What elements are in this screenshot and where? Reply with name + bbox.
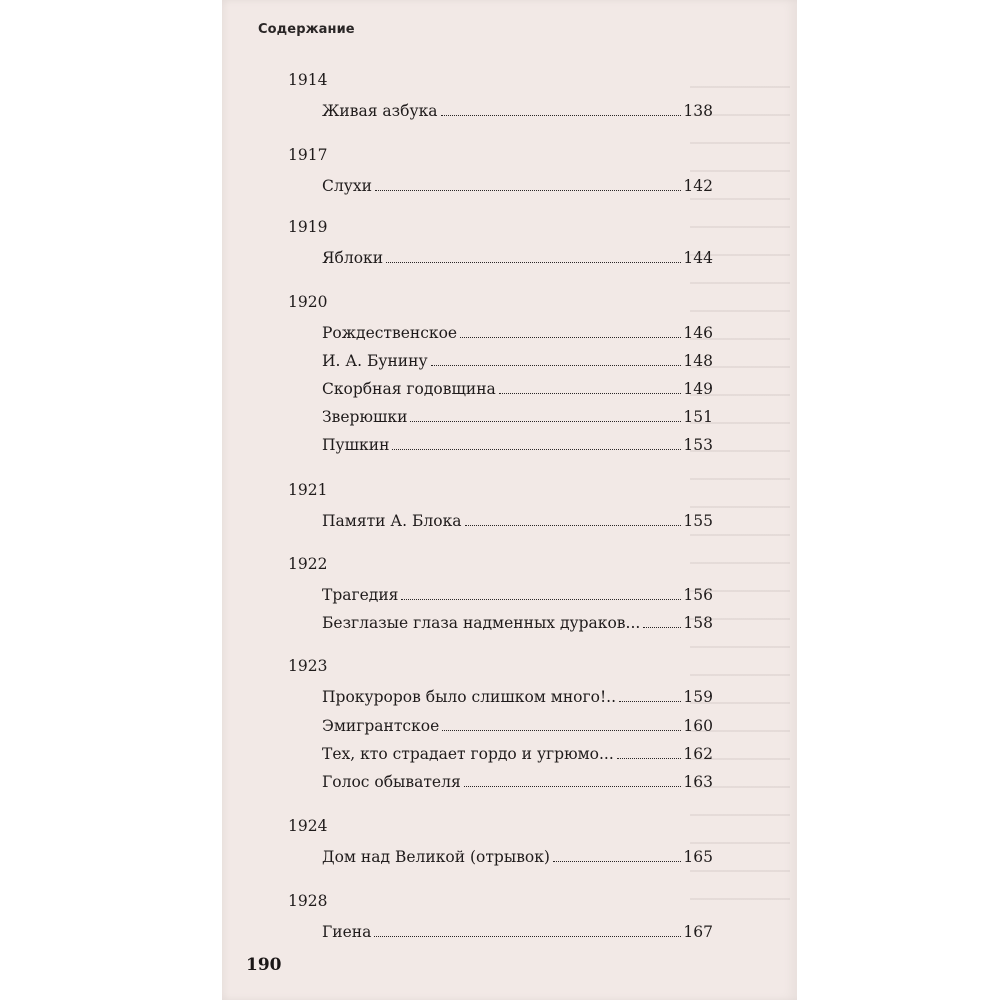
toc-entry[interactable] <box>322 407 713 427</box>
leader-dots <box>617 758 682 759</box>
leader-dots <box>392 449 681 450</box>
leader-dots <box>499 393 682 394</box>
toc-year: 1924 <box>288 817 328 835</box>
leader-dots <box>643 627 681 628</box>
toc-entry-title: Прокуроров было слишком много!.. <box>322 688 617 706</box>
toc-entry[interactable] <box>322 847 713 867</box>
toc-entry[interactable] <box>322 101 713 121</box>
toc-year: 1920 <box>288 293 328 311</box>
leader-dots <box>374 936 681 937</box>
toc-entry-title: Слухи <box>322 177 372 195</box>
toc-entry[interactable] <box>322 323 713 343</box>
toc-entry-page: 160 <box>683 717 713 735</box>
toc-year: 1919 <box>288 218 328 236</box>
toc-entry[interactable] <box>322 248 713 268</box>
toc-entry-page: 165 <box>683 848 713 866</box>
toc-entry-page: 153 <box>683 436 713 454</box>
toc-year: 1922 <box>288 555 328 573</box>
toc-entry-page: 167 <box>683 923 713 941</box>
leader-dots <box>553 861 681 862</box>
toc-entry-title: Эмигрантское <box>322 717 440 735</box>
toc-entry-title: Скорбная годовщина <box>322 380 496 398</box>
toc-entry-title: Рождественское <box>322 324 458 342</box>
toc-year: 1917 <box>288 146 328 164</box>
toc-entry[interactable] <box>322 435 713 455</box>
toc-year: 1928 <box>288 892 328 910</box>
toc-entry[interactable] <box>322 744 713 764</box>
toc-entry-page: 158 <box>683 614 713 632</box>
toc-year: 1914 <box>288 71 328 89</box>
toc-entry-title: Тех, кто страдает гордо и угрюмо... <box>322 745 614 763</box>
page-number: 190 <box>246 955 282 975</box>
toc-entry-title: Трагедия <box>322 586 399 604</box>
toc-entry-page: 149 <box>683 380 713 398</box>
toc-entry[interactable] <box>322 176 713 196</box>
toc-year: 1923 <box>288 657 328 675</box>
toc-entry-title: Гиена <box>322 923 372 941</box>
toc-entry-page: 144 <box>683 249 713 267</box>
toc-year: 1921 <box>288 481 328 499</box>
leader-dots <box>375 190 682 191</box>
toc-entry-page: 142 <box>683 177 713 195</box>
toc-entry[interactable] <box>322 922 713 942</box>
toc-entry[interactable] <box>322 351 713 371</box>
leader-dots <box>442 730 681 731</box>
leader-dots <box>465 525 682 526</box>
toc-entry-page: 148 <box>683 352 713 370</box>
toc-entry-page: 151 <box>683 408 713 426</box>
toc-entry-page: 146 <box>683 324 713 342</box>
toc-entry-title: Живая азбука <box>322 102 438 120</box>
toc-entry-title: И. А. Бунину <box>322 352 428 370</box>
toc-entry-title: Памяти А. Блока <box>322 512 462 530</box>
toc-entry-page: 138 <box>683 102 713 120</box>
toc-entry[interactable] <box>322 716 713 736</box>
leader-dots <box>410 421 681 422</box>
toc-entry[interactable] <box>322 613 713 633</box>
toc-entry-title: Зверюшки <box>322 408 408 426</box>
leader-dots <box>619 701 681 702</box>
toc-entry-title: Яблоки <box>322 249 384 267</box>
toc-entry-page: 159 <box>683 688 713 706</box>
toc-entry[interactable] <box>322 379 713 399</box>
toc-entry[interactable] <box>322 687 713 707</box>
toc-entry-page: 163 <box>683 773 713 791</box>
toc-entry-page: 162 <box>683 745 713 763</box>
toc-entry[interactable] <box>322 772 713 792</box>
toc-entry-title: Безглазые глаза надменных дураков... <box>322 614 641 632</box>
toc-entry[interactable] <box>322 511 713 531</box>
leader-dots <box>431 365 682 366</box>
toc-entry-title: Пушкин <box>322 436 390 454</box>
toc-entry[interactable] <box>322 585 713 605</box>
leader-dots <box>401 599 681 600</box>
leader-dots <box>386 262 681 263</box>
toc-entry-title: Дом над Великой (отрывок) <box>322 848 550 866</box>
toc-entry-page: 156 <box>683 586 713 604</box>
page-header: Содержание <box>258 22 355 37</box>
leader-dots <box>464 786 682 787</box>
toc-entry-title: Голос обывателя <box>322 773 461 791</box>
leader-dots <box>441 115 682 116</box>
leader-dots <box>460 337 681 338</box>
toc-entry-page: 155 <box>683 512 713 530</box>
